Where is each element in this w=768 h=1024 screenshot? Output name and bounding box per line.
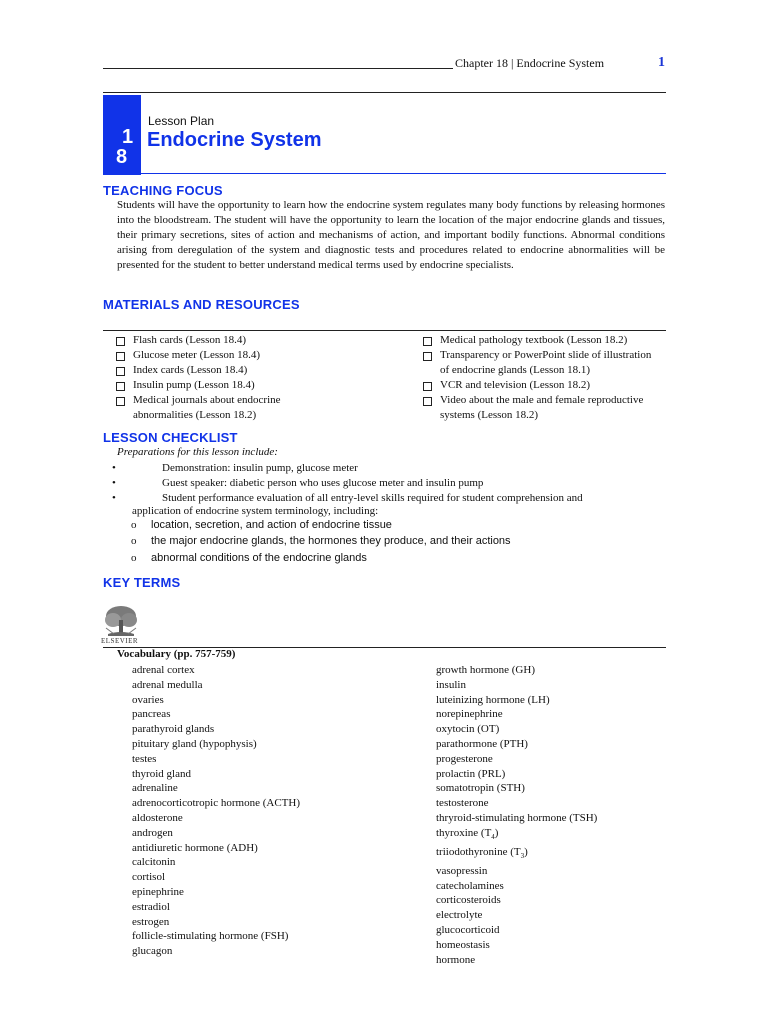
- materials-heading: MATERIALS AND RESOURCES: [103, 297, 300, 312]
- lesson-checklist-heading: LESSON CHECKLIST: [103, 430, 238, 445]
- key-term: norepinephrine: [436, 708, 503, 721]
- key-term: thryroid-stimulating hormone (TSH): [436, 811, 598, 824]
- materials-left-list: [116, 333, 316, 423]
- key-term: progesterone: [436, 752, 493, 765]
- key-term: ovaries: [132, 693, 164, 706]
- materials-rule: [103, 330, 666, 331]
- key-term: catecholamines: [436, 879, 504, 892]
- teaching-focus-text: Students will have the opportunity to learn how the endocrine system regulates many body functions by releasing hormones into the bloodstream. The student will have the opportunity to learn the location of the major endocrine glands and tissues, their primary secretions, sites of action and mechanisms of action, and important bodily functions. Abnormal conditions arising from deregulation of the system and diagnostic tests and procedures related to endocrine abnormalities will be presented for the student to better understand medical terms used by endocrine specialists.: [117, 199, 665, 271]
- key-term: somatotropin (STH): [436, 782, 525, 795]
- key-term: cortisol: [132, 871, 165, 884]
- key-term: estradiol: [132, 900, 170, 913]
- bullet-icon: •: [112, 492, 116, 504]
- materials-right-list: [423, 333, 663, 423]
- key-term: parathormone (PTH): [436, 737, 528, 750]
- sub-bullet-icon: o: [131, 535, 137, 547]
- checkbox-icon: [423, 397, 432, 406]
- materials-item: Transparency or PowerPoint slide of illustration of endocrine glands (Lesson 18.1): [423, 348, 663, 378]
- key-term: adrenal cortex: [132, 664, 195, 676]
- vocabulary-heading: Vocabulary (pp. 757-759): [117, 648, 236, 660]
- checkbox-icon: [423, 352, 432, 361]
- key-term: oxytocin (OT): [436, 723, 500, 736]
- key-term: electrolyte: [436, 909, 483, 922]
- materials-item: Video about the male and female reproductive systems (Lesson 18.2): [423, 393, 663, 423]
- title-rule: [141, 173, 666, 174]
- key-term: epinephrine: [132, 885, 184, 898]
- key-term: adrenocorticotropic hormone (ACTH): [132, 797, 300, 810]
- materials-item: Medical journals about endocrine abnormalities (Lesson 18.2): [116, 393, 316, 423]
- key-term: testosterone: [436, 797, 489, 810]
- checkbox-icon: [116, 337, 125, 346]
- checkbox-icon: [116, 397, 125, 406]
- key-term: testes: [132, 752, 157, 765]
- chapter-number-digit-1: 1: [122, 126, 134, 148]
- bullet-icon: •: [112, 462, 116, 474]
- key-terms-heading: KEY TERMS: [103, 575, 181, 590]
- key-term: androgen: [132, 826, 173, 839]
- checkbox-icon: [116, 352, 125, 361]
- key-term: vasopressin: [436, 864, 488, 877]
- key-term: luteinizing hormone (LH): [436, 693, 550, 706]
- key-terms-left-column: [132, 663, 392, 959]
- key-term: pituitary gland (hypophysis): [132, 737, 257, 750]
- materials-item: Medical pathology textbook (Lesson 18.2): [423, 333, 663, 348]
- bullet-icon: •: [112, 477, 116, 489]
- key-term: calcitonin: [132, 856, 176, 869]
- lesson-plan-label: Lesson Plan: [148, 114, 215, 128]
- sub-bullet-icon: o: [131, 552, 137, 564]
- key-term: estrogen: [132, 915, 170, 928]
- checklist-bullet-continuation: application of endocrine system terminology, including:: [132, 505, 379, 517]
- page-number: 1: [658, 55, 665, 70]
- key-term: prolactin (PRL): [436, 767, 506, 780]
- chapter-number-digit-2: 8: [116, 146, 128, 168]
- key-term: antidiuretic hormone (ADH): [132, 841, 258, 854]
- checkbox-icon: [116, 367, 125, 376]
- materials-item: VCR and television (Lesson 18.2): [423, 378, 663, 393]
- key-term: thyroid gland: [132, 767, 191, 780]
- materials-item: Index cards (Lesson 18.4): [116, 363, 316, 378]
- key-term: glucocorticoid: [436, 923, 500, 936]
- checkbox-icon: [423, 382, 432, 391]
- key-term: aldosterone: [132, 811, 183, 824]
- key-term: insulin: [436, 678, 466, 691]
- key-term: pancreas: [132, 708, 171, 721]
- materials-item: Glucose meter (Lesson 18.4): [116, 348, 316, 363]
- key-term: thyroxine $(T_4)$: [436, 826, 499, 841]
- running-header-chapter: Chapter 18 | Endocrine System: [455, 56, 605, 70]
- header-underline: [103, 68, 453, 69]
- key-term: follicle-stimulating hormone (FSH): [132, 930, 289, 943]
- sub-bullet-icon: o: [131, 519, 137, 531]
- key-term: hormone: [436, 953, 476, 966]
- key-term: corticosteroids: [436, 894, 501, 907]
- page-title: Endocrine System: [147, 129, 322, 151]
- key-term: triiodothyronine $(T_3)$: [436, 845, 528, 860]
- teaching-focus-heading: TEACHING FOCUS: [103, 183, 223, 198]
- checkbox-icon: [423, 337, 432, 346]
- header-rule: [103, 92, 666, 93]
- key-term: adrenaline: [132, 782, 178, 795]
- key-term: glucagon: [132, 945, 173, 958]
- key-term: homeostasis: [436, 938, 490, 951]
- key-terms-right-column: [436, 663, 666, 967]
- key-term: growth hormone (GH): [436, 664, 535, 676]
- key-term: adrenal medulla: [132, 678, 203, 691]
- preparations-intro: Preparations for this lesson include:: [117, 446, 278, 458]
- checkbox-icon: [116, 382, 125, 391]
- materials-item: Insulin pump (Lesson 18.4): [116, 378, 316, 393]
- chapter-number-box: [103, 95, 141, 175]
- key-term: parathyroid glands: [132, 723, 215, 736]
- elsevier-logo-text: ELSEVIER: [101, 637, 139, 645]
- materials-item: Flash cards (Lesson 18.4): [116, 333, 316, 348]
